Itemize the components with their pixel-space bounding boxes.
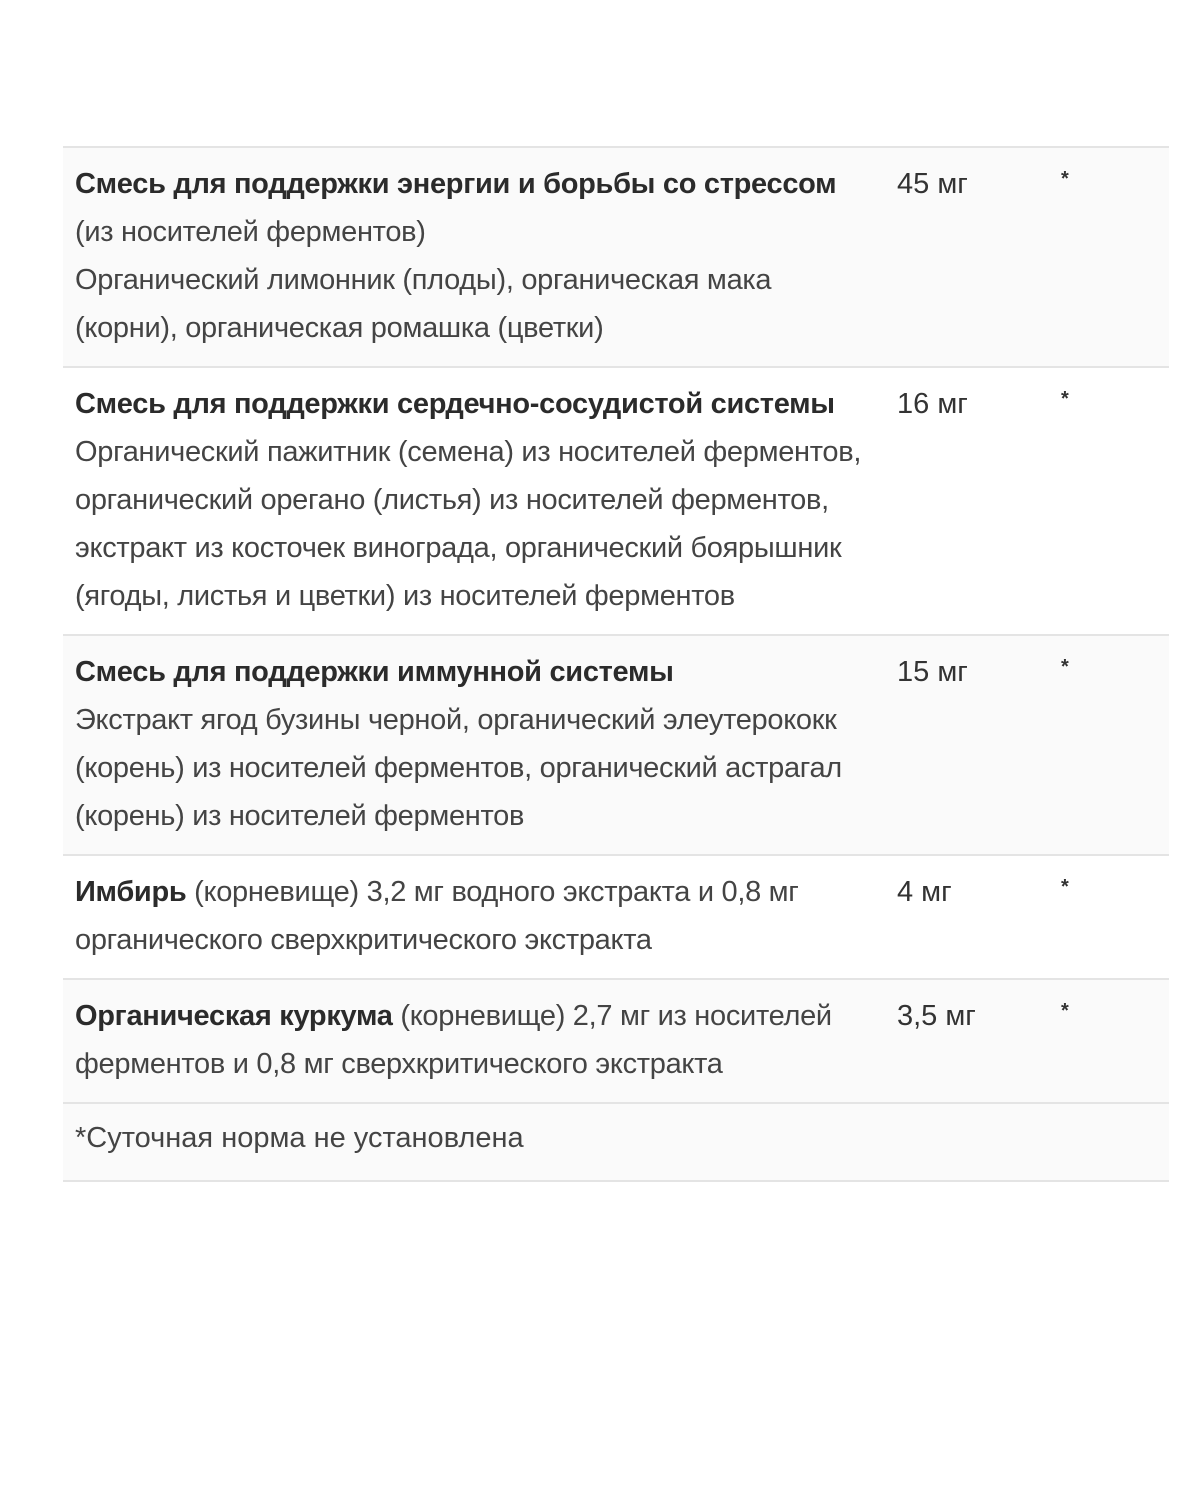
daily-value-cell: * <box>1061 1000 1069 1022</box>
ingredient-cell <box>63 636 885 854</box>
ingredient-part: (корневище) 3,2 мг водного экстракта и 0,8 мг органического сверхкритического экстракта <box>75 876 799 956</box>
ingredient-cell <box>63 148 885 366</box>
amount-cell: 3,5 мг <box>897 1000 976 1032</box>
table-row <box>63 368 1169 636</box>
ingredient-name: Смесь для поддержки иммунной системы <box>75 656 674 688</box>
ingredient-list: Органический пажитник (семена) из носителей ферментов, органический орегано (листья) из носителей ферментов, экстракт из косточек винограда, органический боярышник (ягоды, листья и цветки) из носителей ферментов <box>75 436 862 612</box>
ingredient-part: (корневище) 2,7 мг из носителей ферментов и 0,8 мг сверхкритического экстракта <box>75 1000 832 1080</box>
amount-cell: 15 мг <box>897 656 968 688</box>
table-row <box>63 636 1169 856</box>
supplement-facts-table <box>63 146 1169 1182</box>
ingredient-cell <box>63 856 885 978</box>
ingredient-list: Экстракт ягод бузины черной, органический элеутерококк (корень) из носителей ферментов, органический астрагал (корень) из носителей ферментов <box>75 704 842 832</box>
ingredient-cell <box>63 980 885 1102</box>
ingredient-name: Имбирь <box>75 876 187 908</box>
daily-value-footnote: *Суточная норма не установлена <box>75 1122 524 1154</box>
table-row <box>63 856 1169 980</box>
amount-cell: 16 мг <box>897 388 968 420</box>
ingredient-list: Органический лимонник (плоды), органическая мака (корни), органическая ромашка (цветки) <box>75 264 772 344</box>
amount-cell: 45 мг <box>897 168 968 200</box>
ingredient-name: Органическая куркума <box>75 1000 393 1032</box>
table-row <box>63 148 1169 368</box>
ingredient-cell <box>63 368 885 634</box>
footnote-row <box>63 1104 1169 1182</box>
ingredient-name: Смесь для поддержки сердечно-сосудистой системы <box>75 388 835 420</box>
daily-value-cell: * <box>1061 876 1069 898</box>
amount-cell: 4 мг <box>897 876 952 908</box>
table-row <box>63 980 1169 1104</box>
daily-value-cell: * <box>1061 656 1069 678</box>
ingredient-name: Смесь для поддержки энергии и борьбы со стрессом <box>75 168 837 200</box>
daily-value-cell: * <box>1061 168 1069 190</box>
daily-value-cell: * <box>1061 388 1069 410</box>
ingredient-part: (из носителей ферментов) <box>75 216 426 248</box>
